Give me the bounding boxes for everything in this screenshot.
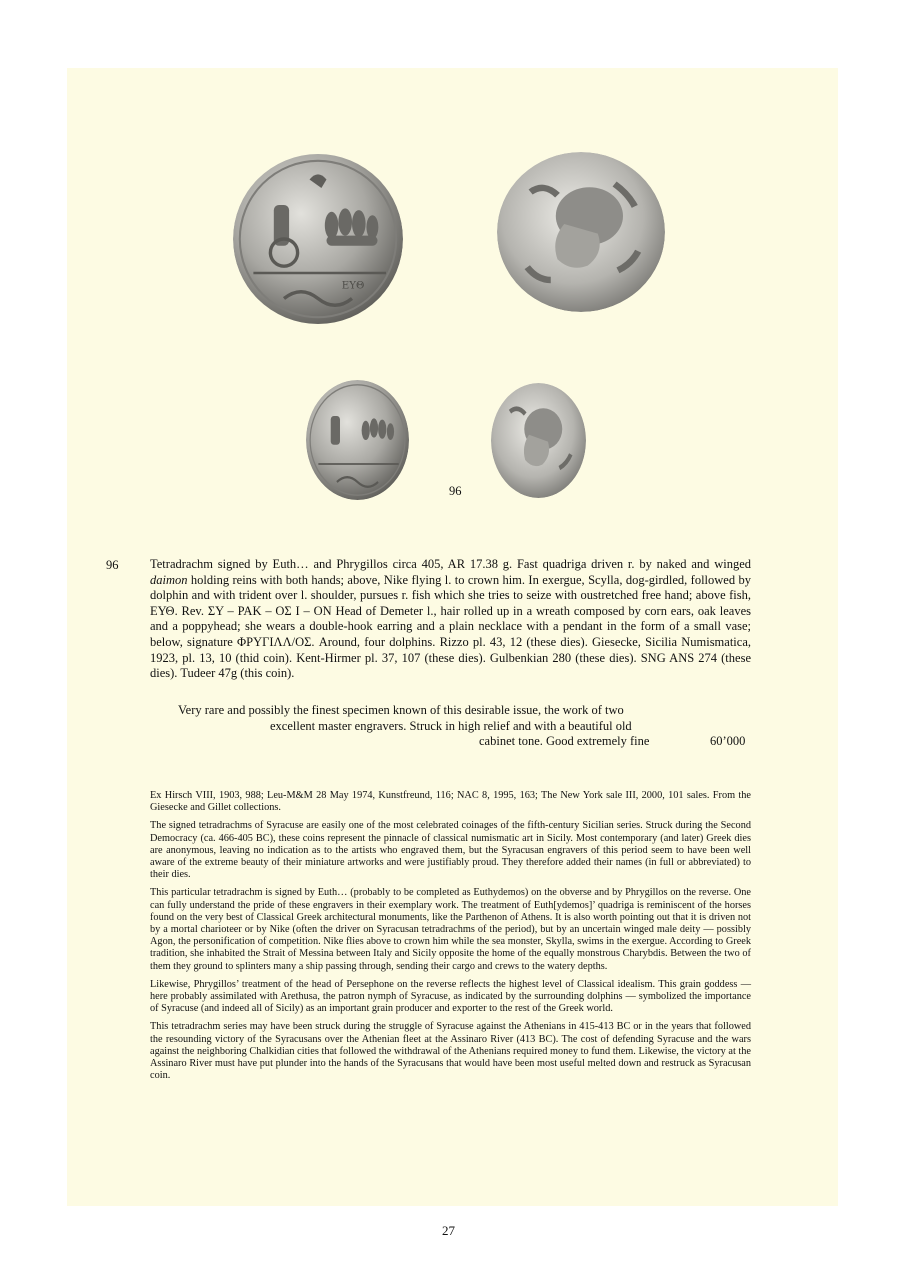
- commentary-paragraph: The signed tetradrachms of Syracuse are easily one of the most celebrated coinages of the fifth-century Sicilian series. Struck during the Second Democracy (ca. 466-405 BC), these coins represent the pinnacle of classical numismatic art in Sicily. Most contemporary (and later) Greek dies are anonymous, leaving no indication as to the artists who engraved them, but the Syracusan engravers of this period seem to have been well aware of the extreme beauty of their miniature artworks and were justifiably proud. They therefore added their names (in full or abbreviated) to their dies.: [150, 820, 751, 881]
- lot-number: 96: [106, 558, 119, 572]
- lot-rarity: [150, 703, 751, 750]
- coin-reverse-small: [491, 383, 586, 498]
- lot-number-caption: 96: [449, 484, 462, 498]
- description-text: Tetradrachm signed by Euth… and Phrygillos circa 405, AR 17.38 g. Fast quadriga driven r. by naked and winged: [150, 557, 751, 571]
- rarity-line: cabinet tone. Good extremely fine: [479, 734, 650, 749]
- commentary-paragraph: This particular tetradrachm is signed by Euth… (probably to be completed as Euthydemos) on the obverse and by Phrygillos on the reverse. One can fully understand the pride of these engravers in their exemplary work. The treatment of Euth[ydemos]’ quadriga is reminiscent of the horses found on the very best of Classical Greek architectural monuments, like the Parthenon of Athens. It is also worth pointing out that it is driven not by a mortal charioteer or by Nike (often the driver on Syracusan tetradrachms of the period), but by an uncertain winged male deity — possibly Agon, the personification of competition. Nike flies above to crown him while the sea monster, Skylla, swims in the exergue. According to Greek tradition, she inhabited the Strait of Messina between Italy and Sicily opposite the home of the equally monstrous Charybdis. Between the two of them they ground to splinters many a ship passing through, sending their cargo and crews to the watery depths.: [150, 887, 751, 972]
- coin-legend-euth: ΕΥΘ: [341, 280, 365, 292]
- italic-term: daimon: [150, 572, 188, 587]
- coin-reverse-large: [497, 152, 665, 312]
- demeter-head-image-small: [491, 383, 586, 498]
- provenance-paragraph: Ex Hirsch VIII, 1903, 988; Leu-M&M 28 May 1974, Kunstfreund, 116; NAC 8, 1995, 163; The New York sale III, 2000, 101 sales. From the Giesecke and Gillet collections.: [150, 790, 751, 814]
- description-text: holding reins with both hands; above, Nike flying l. to crown him. In exergue, Scylla, dog-girdled, followed by dolphin and with trident over l. shoulder, pursues r. fish which she tries to seize with oustretched free hand; above fish, ΕΥΘ. Rev. ΣΥ – ΡΑΚ – ΟΣ Ι – ΟΝ Head of Demeter l., hair rolled up in a wreath composed by corn ears, oak leaves and a poppyhead; she wears a double-hook earring and a plain necklace with a pendant in the form of a small vase; below, signature ΦΡΥΓΙΛΛ/ΟΣ. Around, four dolphins. Rizzo pl. 43, 12 (these dies). Giesecke, Sicilia Numismatica, 1923, pl. 13, 10 (thid coin). Kent-Hirmer pl. 37, 107 (these dies). Gulbenkian 280 (these dies). SNG ANS 274 (these dies). Tudeer 47g (this coin).: [150, 572, 751, 681]
- demeter-head-image: [497, 152, 665, 312]
- page-number: 27: [442, 1223, 455, 1238]
- commentary-paragraph: This tetradrachm series may have been struck during the struggle of Syracuse against the Athenians in 415-413 BC or in the years that followed the resounding victory of the Syracusans over the Athenian fleet at the Assinaro River (413 BC). The cost of defending Syracuse and the wars against the neighboring Chalkidian cities that followed the withdrawal of the Athenians required money to fund them. Likewise, the victory at the Assinaro River must have put plunder into the hands of the Syracusans that would have been most useful melted down and restruck as Syracusan coin.: [150, 1021, 751, 1082]
- coin-obverse-small: [306, 380, 409, 500]
- rarity-line: excellent master engravers. Struck in high relief and with a beautiful old: [270, 718, 632, 733]
- lot-notes: [150, 790, 751, 1088]
- lot-description: [150, 557, 751, 682]
- lot-estimate: 60’000: [710, 734, 746, 748]
- rarity-line: Very rare and possibly the finest specimen known of this desirable issue, the work of two: [178, 703, 624, 717]
- quadriga-image-small: [306, 380, 409, 500]
- coin-obverse-large: [233, 153, 403, 325]
- quadriga-image: [233, 153, 403, 325]
- commentary-paragraph: Likewise, Phrygillos’ treatment of the head of Persephone on the reverse reflects the highest level of Classical idealism. This grain goddess — here probably assimilated with Arethusa, the patron nymph of Syracuse, as indicated by the surrounding dolphins — symbolized the importance of Syracuse (and indeed all of Sicily) as an important grain producer and exporter to the rest of the Greek world.: [150, 978, 751, 1015]
